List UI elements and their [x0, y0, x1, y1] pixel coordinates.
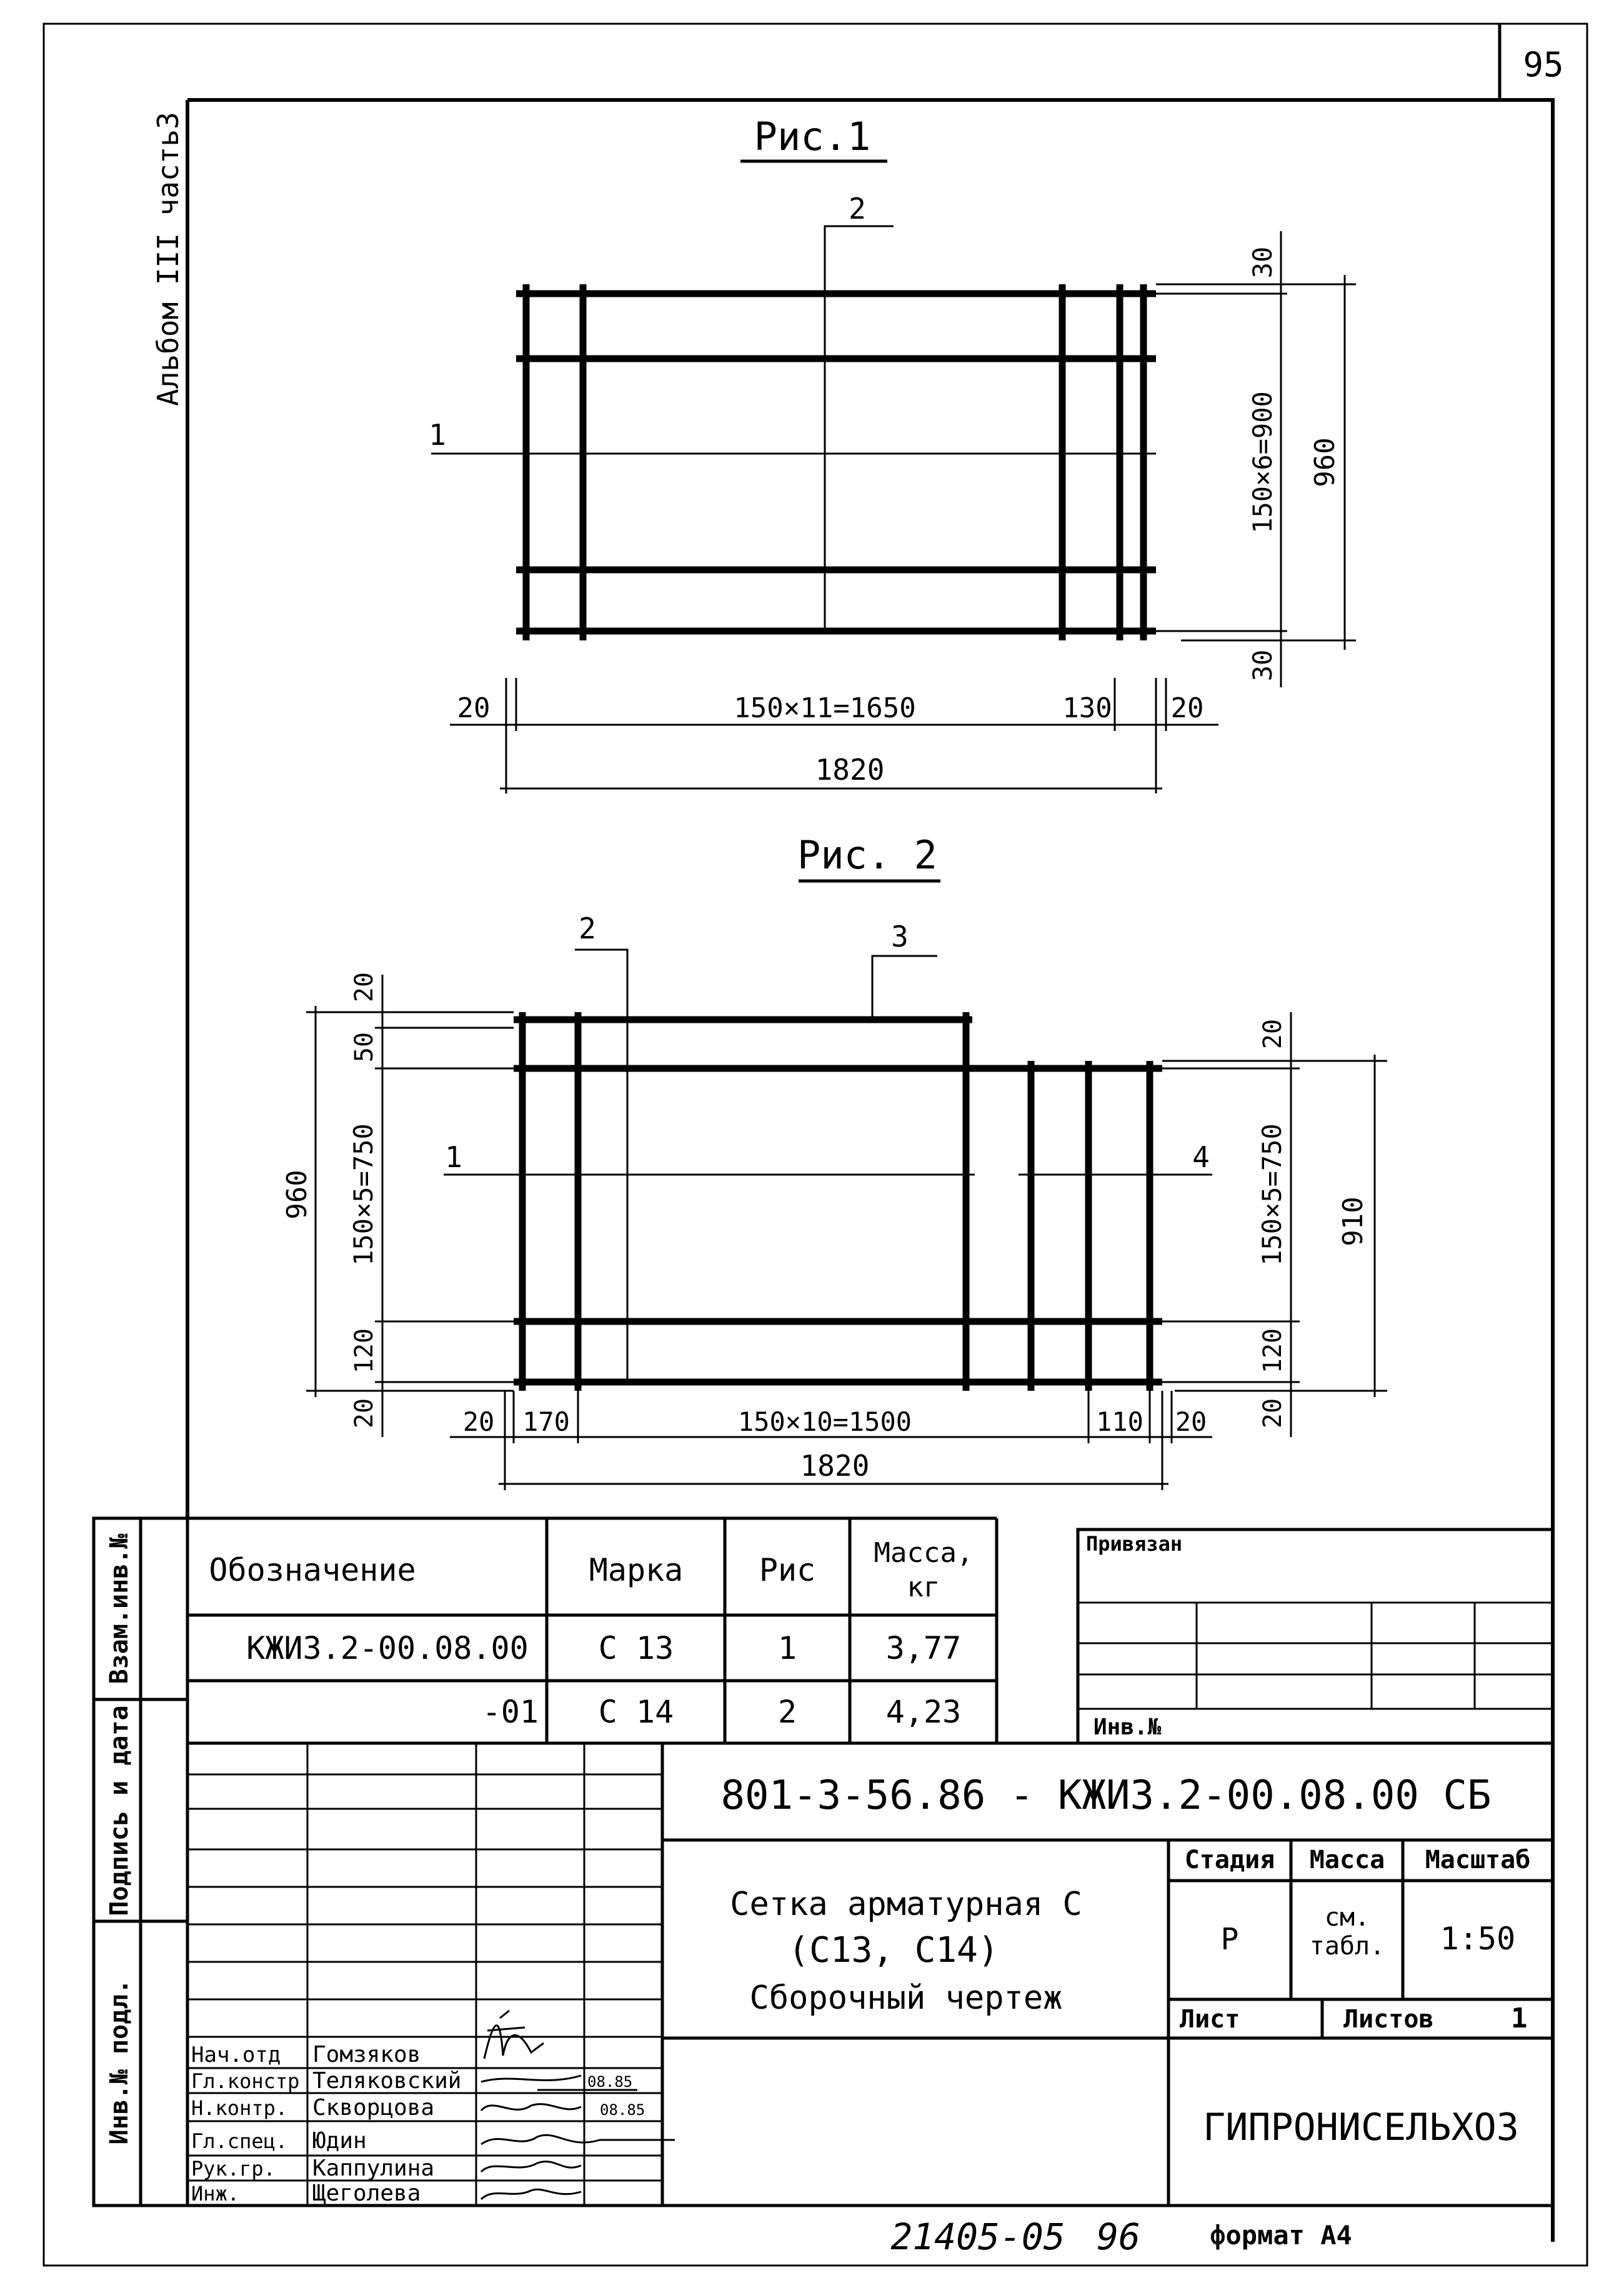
fig2-callout-3: 3: [891, 920, 909, 953]
spec-row-1-mass: 3,77: [885, 1630, 962, 1666]
footer-page: 96: [1097, 2216, 1140, 2258]
fig2-dim-left-total: 960: [281, 1170, 313, 1220]
spec-row-1-designation: КЖИ3.2-00.08.00: [246, 1630, 529, 1666]
fig2-dim-bottom-20a: 20: [462, 1406, 495, 1437]
sign-role-4: Гл.спец.: [191, 2129, 288, 2153]
title-name-line1: Сетка арматурная С: [730, 1886, 1082, 1923]
fig2-callout-4: 4: [1192, 1140, 1210, 1174]
sheet-number: 95: [1523, 45, 1564, 84]
fig2-dim-left-bottom: 20: [350, 1398, 379, 1429]
side-stamp-inv-podl: Инв.№ подл.: [105, 1979, 134, 2145]
fig1-dim-vertical-total: 960: [1309, 437, 1341, 487]
fig1-dim-vertical-main: 150×6=900: [1247, 391, 1278, 534]
sign-role-6: Инж.: [191, 2182, 240, 2206]
binding-block: [1078, 1529, 1553, 1743]
fig2-dim-right-120: 120: [1258, 1328, 1287, 1374]
sign-name-2: Теляковский: [312, 2068, 462, 2094]
fig2-dim-left-main: 150×5=750: [348, 1123, 379, 1266]
figure-2: [281, 832, 1387, 1490]
sign-name-1: Гомзяков: [312, 2042, 421, 2067]
fig1-callout-2: 2: [849, 192, 866, 226]
spec-header-fig: Рис: [759, 1552, 816, 1588]
spec-header-designation: Обозначение: [209, 1552, 416, 1588]
fig2-dim-bottom-main: 150×10=1500: [737, 1406, 912, 1437]
spec-row-1-fig: 1: [777, 1630, 797, 1666]
sign-name-6: Щеголева: [312, 2181, 421, 2206]
sign-date-2: 08.85: [587, 2073, 633, 2091]
fig1-dim-right-edge: 20: [1170, 692, 1204, 724]
title-mass-header: Масса: [1309, 1846, 1385, 1874]
sign-date-3: 08.85: [600, 2101, 645, 2119]
title-stage-header: Стадия: [1184, 1846, 1275, 1874]
title-name-line3: Сборочный чертеж: [749, 1979, 1063, 2017]
fig2-dim-bottom-20b: 20: [1175, 1406, 1207, 1437]
fig2-dim-right-main: 150×5=750: [1257, 1123, 1287, 1266]
fig1-callout-1: 1: [429, 418, 446, 452]
title-sheets-label: Листов: [1343, 2005, 1434, 2034]
fig1-dim-left-edge: 20: [457, 692, 491, 724]
spec-header-mass-unit: кг: [907, 1571, 940, 1603]
title-mass-line1: см.: [1324, 1903, 1370, 1932]
fig2-callout-2: 2: [579, 912, 596, 945]
handwritten-signatures: [481, 2011, 675, 2199]
fig2-dim-right-total: 910: [1337, 1196, 1369, 1246]
figure-1-title: Рис.1: [754, 114, 871, 159]
fig2-dim-left-120: 120: [350, 1328, 379, 1374]
fig2-dim-left-50: 50: [350, 1032, 379, 1063]
spec-header-mass: Масса,: [874, 1537, 974, 1569]
title-name-line2: (С13, С14): [788, 1930, 999, 1971]
spec-row-1-mark: С 13: [598, 1630, 674, 1666]
footer-inventory: 21405-05: [890, 2216, 1065, 2258]
figure-2-title: Рис. 2: [797, 832, 937, 878]
spec-header-mark: Марка: [589, 1552, 684, 1588]
fig2-dim-bottom-170: 170: [522, 1406, 570, 1437]
title-sheets-count: 1: [1511, 2002, 1528, 2034]
binding-title: Привязан: [1086, 1532, 1183, 1556]
fig2-dim-left-top: 20: [350, 972, 379, 1003]
sign-name-3: Скворцова: [312, 2095, 435, 2121]
fig2-callout-1: 1: [445, 1140, 462, 1174]
fig1-dim-gap: 130: [1062, 692, 1112, 724]
title-stage: Р: [1220, 1922, 1239, 1957]
spec-row-2-fig: 2: [777, 1694, 797, 1730]
title-mass-line2: табл.: [1309, 1932, 1385, 1961]
spec-row-2-designation: -01: [482, 1694, 539, 1730]
fig1-dim-top-edge: 30: [1247, 246, 1278, 279]
fig2-dim-right-top: 20: [1258, 1018, 1287, 1050]
side-stamp-vzam: Взам.инв.№: [105, 1533, 134, 1684]
title-sheet-label: Лист: [1180, 2005, 1240, 2034]
title-scale: 1:50: [1440, 1921, 1516, 1957]
fig1-dim-bottom-edge: 30: [1247, 649, 1278, 682]
side-stamp-podpis: Подпись и дата: [105, 1705, 134, 1916]
sign-role-5: Рук.гр.: [191, 2157, 276, 2181]
sign-name-5: Каппулина: [312, 2156, 435, 2181]
spec-row-2-mark: С 14: [598, 1694, 674, 1730]
sign-role-2: Гл.констр: [191, 2069, 300, 2093]
fig2-dim-bottom-110: 110: [1096, 1406, 1143, 1437]
doc-code: 801-3-56.86 - КЖИ3.2-00.08.00 СБ: [720, 1773, 1492, 1819]
sign-name-4: Юдин: [312, 2128, 367, 2154]
sign-role-3: Н.контр.: [191, 2096, 288, 2120]
footer-format: формат А4: [1210, 2220, 1352, 2251]
spec-row-2-mass: 4,23: [885, 1694, 962, 1730]
figure-1: [429, 114, 1356, 793]
fig2-dim-bottom-total: 1820: [800, 1449, 870, 1483]
sign-role-1: Нач.отд: [191, 2042, 281, 2067]
fig1-dim-main: 150×11=1650: [734, 692, 916, 724]
fig1-dim-total: 1820: [815, 753, 885, 787]
album-label: Альбом III часть3: [151, 112, 185, 406]
fig2-dim-right-bottom: 20: [1258, 1398, 1287, 1429]
title-scale-header: Масштаб: [1425, 1846, 1531, 1874]
organization-name: ГИПРОНИСЕЛЬХОЗ: [1203, 2106, 1519, 2149]
binding-inv: Инв.№: [1093, 1714, 1162, 1740]
